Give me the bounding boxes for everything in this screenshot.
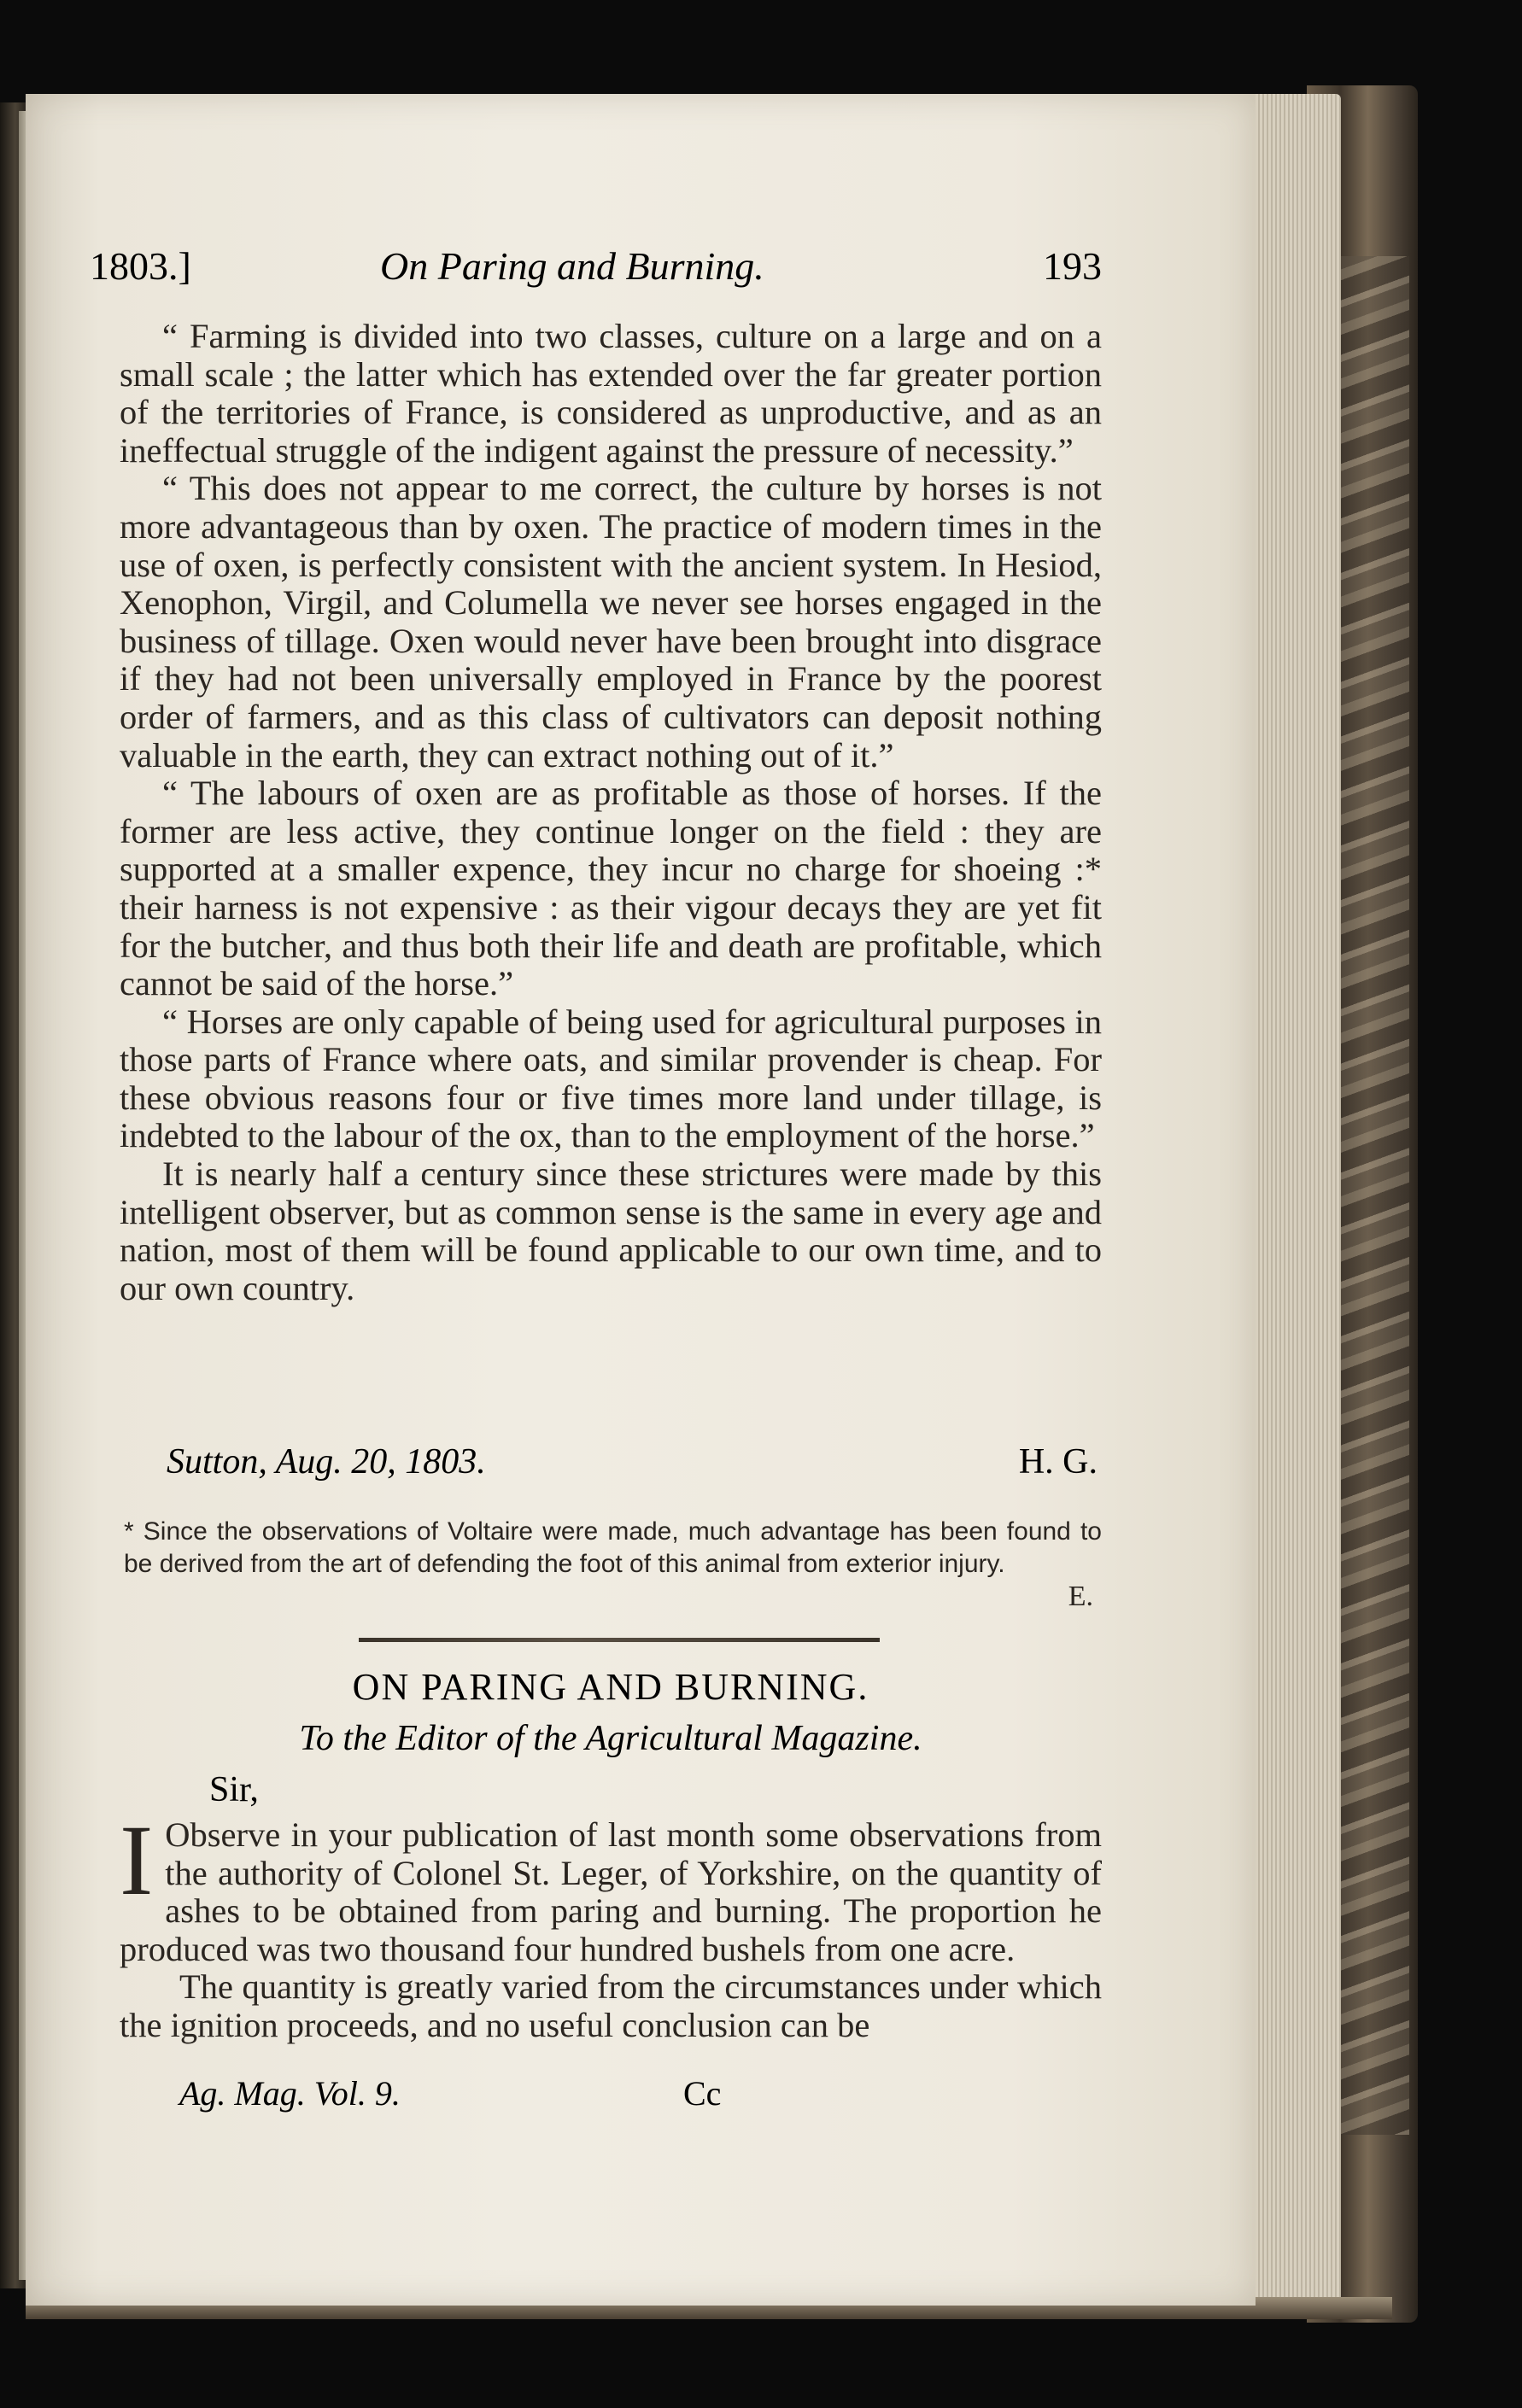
paragraph: “ Farming is divided into two classes, culture on a large and on a small scale ; the latter which has extended over the far greater portion of the territories of France, is considered as unproductive, and as an ineffectual struggle of the indigent against the pressure of necessity.”	[120, 317, 1102, 470]
letter-signature	[167, 1441, 1098, 1482]
footnote	[124, 1516, 1102, 1612]
paragraph: The quantity is greatly varied from the circumstances under which the ignition proceeds, and no useful conclusion can be	[120, 1967, 1102, 2044]
marbled-cover-texture	[1332, 256, 1409, 2135]
page-footer	[179, 2073, 777, 2113]
header-year: 1803.]	[90, 244, 191, 288]
paragraph: “ The labours of oxen are as profitable as those of horses. If the former are less active, they continue longer on the field : they are supported at a smaller expence, they incur no charge for shoeing :* their harness is not expensive : as their vigour decays they are yet fit for the butcher, and thus both their life and death are profitable, which cannot be said of the horse.”	[120, 774, 1102, 1003]
paragraph: It is nearly half a century since these strictures were made by this intelligent observer, but as common sense is the same in every age and nation, most of them will be found applicable to our own time, and to our own country.	[120, 1154, 1102, 1307]
paragraph: “ This does not appear to me correct, the culture by horses is not more advantageous than by oxen. The practice of modern times in the use of oxen, is perfectly consistent with the ancient system. In Hesiod, Xenophon, Virgil, and Columella we never see horses engaged in the business of tillage. Oxen would never have been brought into disgrace if they had not been universally employed in France by the poorest order of farmers, and as this class of cultivators can deposit nothing valuable in the earth, they can extract nothing out of it.”	[120, 469, 1102, 774]
footnote-signature: E.	[1068, 1581, 1093, 1612]
paragraph-text: Observe in your publication of last month some observations from the authority of Colonel St. Leger, of Yorkshire, on the quantity of ashes to be obtained from paring and burning. The proportion he produced was two thousand four hundred bushels from one acre.	[120, 1815, 1102, 1968]
body-text	[120, 318, 1102, 1307]
paragraph	[120, 1804, 1102, 1968]
article-subtitle: To the Editor of the Agricultural Magazine.	[299, 1719, 922, 1758]
page-number: 193	[1043, 244, 1102, 288]
drop-cap: I	[120, 1804, 154, 1916]
article-title: ON PARING AND BURNING.	[352, 1666, 869, 1708]
running-header	[90, 243, 1102, 303]
section-divider	[359, 1638, 880, 1642]
footer-signature: Ag. Mag. Vol. 9.	[179, 2074, 401, 2113]
signature-initials: H. G.	[1018, 1442, 1098, 1482]
signature-place-date: Sutton, Aug. 20, 1803.	[167, 1442, 486, 1482]
footer-signature-mark: Cc	[683, 2074, 722, 2113]
article-body	[120, 1804, 1102, 2045]
paragraph: “ Horses are only capable of being used for agricultural purposes in those parts of France where oats, and similar provender is cheap. For these obvious reasons four or five times more land under tillage, is indebted to the labour of the ox, than to the employment of the horse.”	[120, 1002, 1102, 1155]
salutation: Sir,	[209, 1770, 259, 1809]
page-edges	[1247, 94, 1341, 2314]
footnote-text: * Since the observations of Voltaire were made, much advantage has been found to be derived from the art of defending the foot of this animal from exterior injury.	[124, 1517, 1102, 1578]
header-running-title: On Paring and Burning.	[380, 244, 764, 288]
